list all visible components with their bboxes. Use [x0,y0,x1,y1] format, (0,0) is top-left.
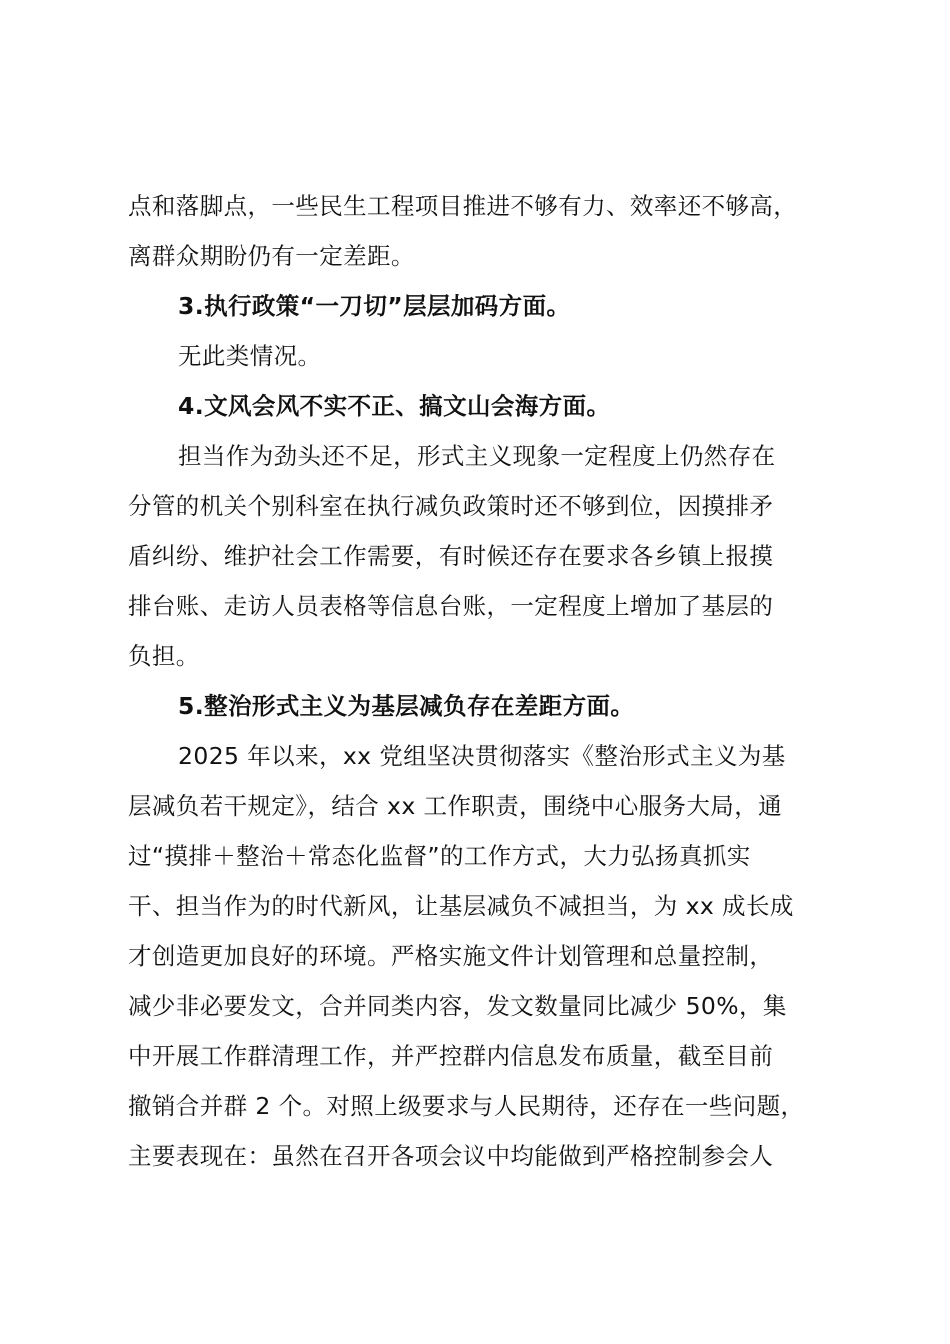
paragraph-line: 盾纠纷、维护社会工作需要，有时候还存在要求各乡镇上报摸 [128,542,774,570]
section-heading-5: 5.整治形式主义为基层减负存在差距方面。 [178,692,635,720]
paragraph-line: 无此类情况。 [178,342,322,370]
paragraph-line: 负担。 [128,642,200,670]
paragraph-line: 减少非必要发文，合并同类内容，发文数量同比减少 50%，集 [128,992,787,1020]
paragraph-line: 排台账、走访人员表格等信息台账，一定程度上增加了基层的 [128,592,774,620]
paragraph-line: 点和落脚点，一些民生工程项目推进不够有力、效率还不够高， [128,192,798,220]
paragraph-line: 担当作为劲头还不足，形式主义现象一定程度上仍然存在 [178,442,776,470]
paragraph-line: 干、担当作为的时代新风，让基层减负不减担当，为 xx 成长成 [128,892,794,920]
paragraph-line: 过“摸排＋整治＋常态化监督”的工作方式，大力弘扬真抓实 [128,842,751,870]
paragraph-line: 中开展工作群清理工作，并严控群内信息发布质量，截至目前 [128,1042,774,1070]
paragraph-line: 主要表现在：虽然在召开各项会议中均能做到严格控制参会人 [128,1142,774,1170]
paragraph-line: 2025 年以来，xx 党组坚决贯彻落实《整治形式主义为基 [178,742,786,770]
paragraph-line: 层减负若干规定》，结合 xx 工作职责，围绕中心服务大局，通 [128,792,783,820]
paragraph-line: 分管的机关个别科室在执行减负政策时还不够到位，因摸排矛 [128,492,774,520]
paragraph-line: 离群众期盼仍有一定差距。 [128,242,415,270]
paragraph-line: 才创造更加良好的环境。严格实施文件计划管理和总量控制， [128,942,774,970]
document-body [128,181,840,1181]
paragraph-line: 撤销合并群 2 个。对照上级要求与人民期待，还存在一些问题， [128,1092,805,1120]
section-heading-3: 3.执行政策“一刀切”层层加码方面。 [178,292,571,320]
section-heading-4: 4.文风会风不实不正、搞文山会海方面。 [178,392,611,420]
